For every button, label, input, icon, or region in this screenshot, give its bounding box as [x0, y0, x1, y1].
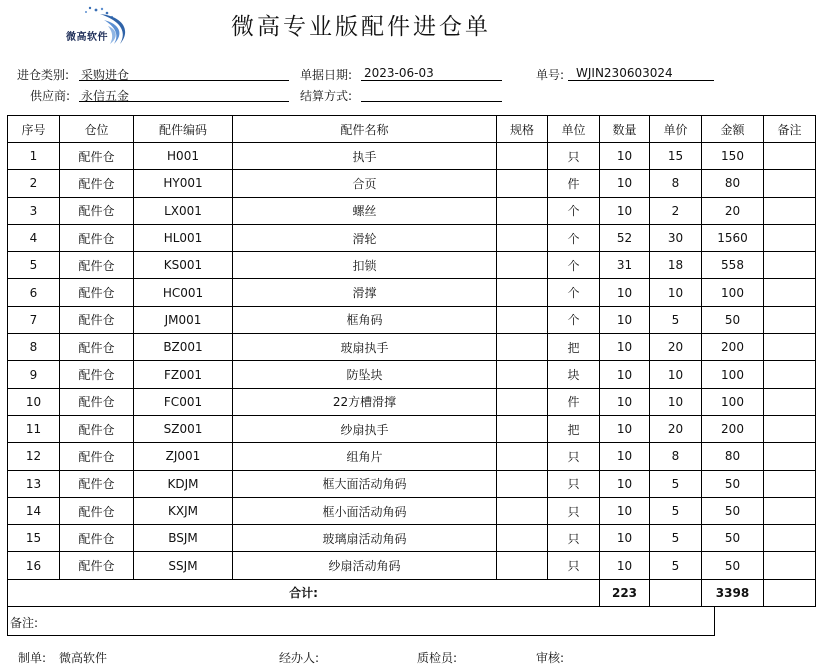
table-cell: H001	[134, 143, 233, 170]
column-header: 金额	[702, 116, 764, 143]
table-cell	[764, 470, 816, 497]
table-cell: 52	[600, 224, 650, 251]
table-cell: 把	[548, 415, 600, 442]
table-cell: 只	[548, 552, 600, 579]
table-cell: 配件仓	[60, 279, 134, 306]
table-cell: 配件仓	[60, 224, 134, 251]
type-underline	[79, 80, 289, 81]
table-cell: 5	[650, 552, 702, 579]
table-cell	[764, 279, 816, 306]
table-cell: LX001	[134, 197, 233, 224]
table-cell	[497, 279, 548, 306]
table-cell: 10	[650, 361, 702, 388]
table-cell: 12	[8, 443, 60, 470]
auditor-label: 审核:	[536, 651, 565, 665]
table-cell: 20	[650, 415, 702, 442]
table-cell: JM001	[134, 306, 233, 333]
handler-label: 经办人:	[279, 651, 320, 665]
table-cell	[764, 497, 816, 524]
type-label: 进仓类别:	[17, 68, 70, 82]
table-cell	[497, 252, 548, 279]
table-cell	[497, 552, 548, 579]
table-cell: 滑撑	[233, 279, 497, 306]
table-cell: SSJM	[134, 552, 233, 579]
table-cell: 执手	[233, 143, 497, 170]
table-cell: 5	[650, 306, 702, 333]
table-cell: 100	[702, 388, 764, 415]
remark-box	[7, 607, 715, 636]
table-cell: 5	[650, 497, 702, 524]
table-cell: 纱扇执手	[233, 415, 497, 442]
table-cell: KXJM	[134, 497, 233, 524]
table-row	[8, 525, 816, 552]
column-header: 配件编码	[134, 116, 233, 143]
table-row	[8, 279, 816, 306]
table-cell	[764, 361, 816, 388]
table-cell: 只	[548, 443, 600, 470]
table-cell: 10	[600, 415, 650, 442]
table-cell: 螺丝	[233, 197, 497, 224]
table-cell: SZ001	[134, 415, 233, 442]
table-cell: 个	[548, 224, 600, 251]
table-header-row	[8, 116, 816, 143]
table-cell: 配件仓	[60, 388, 134, 415]
table-cell: 31	[600, 252, 650, 279]
table-row	[8, 361, 816, 388]
table-row	[8, 552, 816, 579]
table-cell: KDJM	[134, 470, 233, 497]
table-row	[8, 334, 816, 361]
table-cell: 1	[8, 143, 60, 170]
table-cell	[497, 334, 548, 361]
inspector-label: 质检员:	[417, 651, 458, 665]
settle-underline	[361, 101, 502, 102]
table-cell	[764, 552, 816, 579]
table-cell	[497, 170, 548, 197]
table-row	[8, 197, 816, 224]
table-cell: 150	[702, 143, 764, 170]
table-cell	[764, 388, 816, 415]
table-cell	[497, 470, 548, 497]
total-label: 合计:	[8, 579, 600, 606]
remark-label: 备注:	[10, 616, 39, 630]
table-cell: 10	[600, 525, 650, 552]
maker-label: 制单:	[18, 651, 47, 665]
table-cell	[497, 497, 548, 524]
table-cell: 2	[650, 197, 702, 224]
table-cell: FZ001	[134, 361, 233, 388]
table-cell: 558	[702, 252, 764, 279]
table-cell: 8	[650, 170, 702, 197]
table-cell: 30	[650, 224, 702, 251]
total-amount: 3398	[702, 579, 764, 606]
table-cell: 3	[8, 197, 60, 224]
table-cell: 10	[600, 143, 650, 170]
table-cell: 配件仓	[60, 415, 134, 442]
table-cell: 配件仓	[60, 306, 134, 333]
table-cell: 13	[8, 470, 60, 497]
table-cell: 50	[702, 552, 764, 579]
table-cell: 4	[8, 224, 60, 251]
table-cell: 10	[600, 170, 650, 197]
table-cell: 100	[702, 361, 764, 388]
table-cell: 10	[600, 388, 650, 415]
table-cell: 20	[702, 197, 764, 224]
table-cell: 6	[8, 279, 60, 306]
table-cell: 10	[600, 334, 650, 361]
table-cell: 10	[600, 443, 650, 470]
parts-table	[7, 115, 816, 607]
table-cell: 玻扇执手	[233, 334, 497, 361]
table-cell: BZ001	[134, 334, 233, 361]
table-row	[8, 443, 816, 470]
table-cell: 只	[548, 497, 600, 524]
column-header: 单价	[650, 116, 702, 143]
table-cell: 10	[600, 306, 650, 333]
table-cell: 配件仓	[60, 197, 134, 224]
table-cell: 15	[8, 525, 60, 552]
table-cell	[764, 197, 816, 224]
table-cell: 个	[548, 252, 600, 279]
column-header: 数量	[600, 116, 650, 143]
logo-text: 微高软件	[66, 32, 108, 43]
table-cell: 8	[8, 334, 60, 361]
table-cell: 10	[600, 279, 650, 306]
table-cell: 配件仓	[60, 443, 134, 470]
table-cell: 配件仓	[60, 470, 134, 497]
table-cell: 个	[548, 279, 600, 306]
column-header: 单位	[548, 116, 600, 143]
table-cell: 配件仓	[60, 497, 134, 524]
table-cell: BSJM	[134, 525, 233, 552]
table-cell: 框角码	[233, 306, 497, 333]
table-cell: 10	[600, 470, 650, 497]
table-row	[8, 497, 816, 524]
table-cell: 50	[702, 306, 764, 333]
table-cell: 9	[8, 361, 60, 388]
table-cell: 纱扇活动角码	[233, 552, 497, 579]
maker-value: 微高软件	[59, 651, 108, 665]
table-cell: 配件仓	[60, 170, 134, 197]
type-value: 采购进仓	[81, 68, 130, 82]
table-cell: 配件仓	[60, 525, 134, 552]
column-header: 规格	[497, 116, 548, 143]
table-cell: 100	[702, 279, 764, 306]
supplier-underline	[79, 101, 289, 102]
table-cell	[497, 388, 548, 415]
table-row	[8, 143, 816, 170]
table-cell: FC001	[134, 388, 233, 415]
table-cell: 10	[650, 388, 702, 415]
total-row	[8, 579, 816, 606]
table-cell	[764, 143, 816, 170]
table-cell: 个	[548, 197, 600, 224]
table-cell: 配件仓	[60, 334, 134, 361]
column-header: 备注	[764, 116, 816, 143]
order-no-label: 单号:	[536, 68, 565, 82]
table-cell	[764, 252, 816, 279]
table-cell: 5	[650, 525, 702, 552]
table-cell	[497, 143, 548, 170]
table-row	[8, 252, 816, 279]
table-cell: ZJ001	[134, 443, 233, 470]
table-cell: 件	[548, 388, 600, 415]
table-cell	[497, 197, 548, 224]
table-cell: 组角片	[233, 443, 497, 470]
table-cell: 配件仓	[60, 361, 134, 388]
table-cell: 50	[702, 497, 764, 524]
table-row	[8, 306, 816, 333]
table-cell: 50	[702, 470, 764, 497]
table-cell: HY001	[134, 170, 233, 197]
total-empty-cell	[764, 579, 816, 606]
table-cell: 框小面活动角码	[233, 497, 497, 524]
table-cell: 10	[600, 552, 650, 579]
table-row	[8, 415, 816, 442]
table-cell: 10	[600, 197, 650, 224]
table-cell: 10	[600, 361, 650, 388]
table-cell: 10	[8, 388, 60, 415]
table-cell: 80	[702, 443, 764, 470]
table-row	[8, 470, 816, 497]
table-cell	[764, 170, 816, 197]
table-cell	[764, 415, 816, 442]
table-cell: 14	[8, 497, 60, 524]
order-no-underline	[568, 80, 714, 81]
table-cell: 50	[702, 525, 764, 552]
table-cell: 5	[650, 470, 702, 497]
table-cell: 11	[8, 415, 60, 442]
table-cell: 80	[702, 170, 764, 197]
table-cell: 扣锁	[233, 252, 497, 279]
table-cell: 8	[650, 443, 702, 470]
date-label: 单据日期:	[300, 68, 353, 82]
table-cell: 只	[548, 143, 600, 170]
table-cell: 2	[8, 170, 60, 197]
table-cell	[497, 415, 548, 442]
table-cell: 配件仓	[60, 143, 134, 170]
table-row	[8, 388, 816, 415]
table-cell: 1560	[702, 224, 764, 251]
table-cell: 只	[548, 470, 600, 497]
table-cell	[764, 525, 816, 552]
table-cell: 个	[548, 306, 600, 333]
table-cell: 配件仓	[60, 252, 134, 279]
table-cell	[764, 334, 816, 361]
table-cell: 配件仓	[60, 552, 134, 579]
total-empty-cell	[650, 579, 702, 606]
table-cell: 16	[8, 552, 60, 579]
column-header: 配件名称	[233, 116, 497, 143]
table-cell: HL001	[134, 224, 233, 251]
table-cell	[497, 306, 548, 333]
table-cell: 防坠块	[233, 361, 497, 388]
table-cell	[764, 224, 816, 251]
table-cell	[764, 306, 816, 333]
supplier-value: 永信五金	[81, 89, 130, 103]
column-header: 序号	[8, 116, 60, 143]
table-cell: 22方槽滑撑	[233, 388, 497, 415]
table-cell	[497, 361, 548, 388]
table-cell: 200	[702, 334, 764, 361]
table-cell: 10	[600, 497, 650, 524]
table-cell: 5	[8, 252, 60, 279]
table-cell: KS001	[134, 252, 233, 279]
table-cell: 块	[548, 361, 600, 388]
table-cell: 15	[650, 143, 702, 170]
table-cell: HC001	[134, 279, 233, 306]
table-row	[8, 170, 816, 197]
table-cell: 合页	[233, 170, 497, 197]
table-cell: 7	[8, 306, 60, 333]
table-cell: 20	[650, 334, 702, 361]
table-cell: 10	[650, 279, 702, 306]
table-cell	[764, 443, 816, 470]
table-cell: 框大面活动角码	[233, 470, 497, 497]
order-no-value: WJIN230603024	[576, 66, 673, 80]
table-cell: 件	[548, 170, 600, 197]
table-cell: 18	[650, 252, 702, 279]
table-cell	[497, 443, 548, 470]
date-value: 2023-06-03	[364, 66, 434, 80]
table-cell: 200	[702, 415, 764, 442]
total-qty: 223	[600, 579, 650, 606]
settle-label: 结算方式:	[300, 89, 353, 103]
table-cell: 只	[548, 525, 600, 552]
column-header: 仓位	[60, 116, 134, 143]
table-cell: 滑轮	[233, 224, 497, 251]
table-cell	[497, 224, 548, 251]
table-row	[8, 224, 816, 251]
table-cell: 玻璃扇活动角码	[233, 525, 497, 552]
table-cell: 把	[548, 334, 600, 361]
date-underline	[361, 80, 502, 81]
table-cell	[497, 525, 548, 552]
supplier-label: 供应商:	[30, 89, 71, 103]
page-title: 微高专业版配件进仓单	[231, 14, 491, 40]
